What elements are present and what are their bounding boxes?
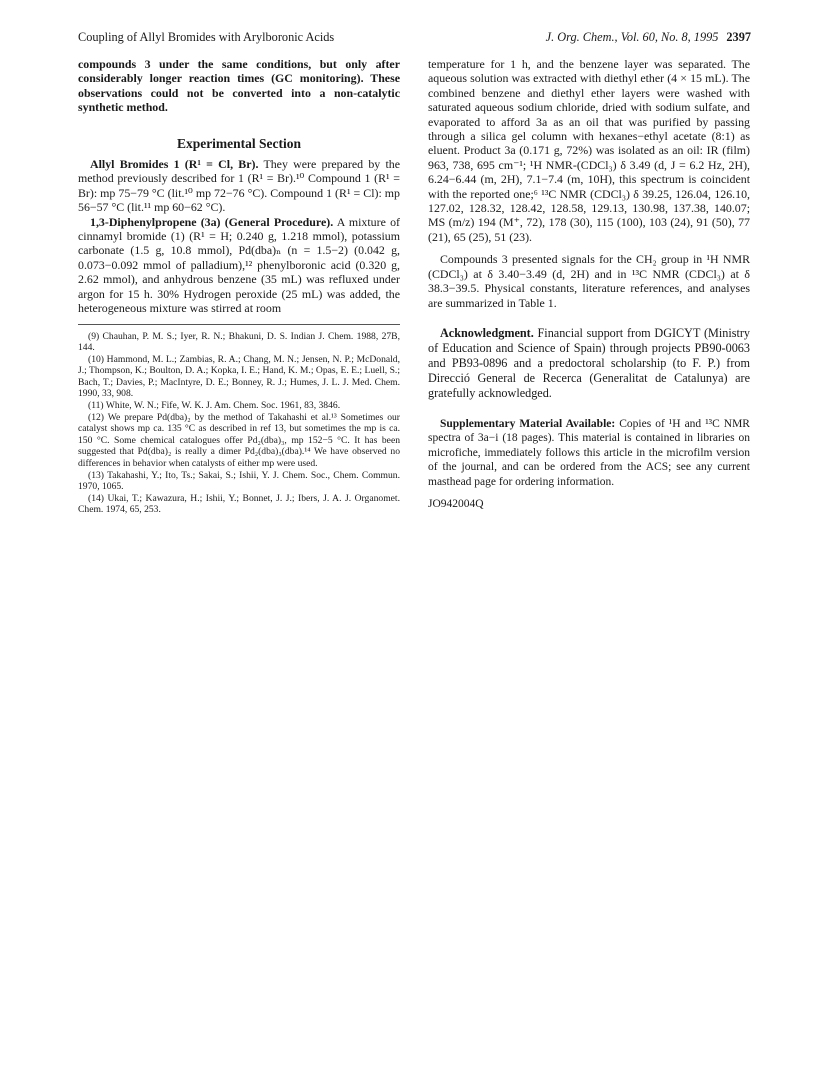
intro-paragraph: compounds 3 under the same conditions, but only after considerably longer reaction times (GC monitoring). These observations could not be converted into a non-catalytic synthetic method. <box>78 57 400 115</box>
footnote-divider <box>78 324 400 325</box>
general-procedure-heading: 1,3-Diphenylpropene (3a) (General Procedure). <box>90 214 334 229</box>
section-title: Experimental Section <box>176 135 302 151</box>
general-procedure-text: A mixture of cinnamyl bromide (1) (R¹ = H; 0.240 g, 1.218 mmol), potassium carbonate (1.5 g, 10.8 mmol), Pd(dba)ₙ (n = 1.5−2) (0.042 g, 0.073−0.092 mmol of palladium),¹² phenylboronic acid (0.320 g, 2.62 mmol), and anhydrous benzene (35 mL) was refluxed under argon for 15 h. 30% Hydrogen peroxide (25 mL) was added, the heterogeneous mixture was stirred at room <box>78 214 400 316</box>
acknowledgment-text: Financial support from DGICYT (Ministry of Education and Science of Spain) through projects PB90-0063 and PB93-0896 and a predoctoral scholarship (to F. P.) from Direcció General de Recerca (Generalitat de Catalunya) are gratefully acknowledged. <box>428 325 750 400</box>
acknowledgment-paragraph <box>428 326 750 401</box>
running-title: Coupling of Allyl Bromides with Arylboronic Acids <box>78 30 335 44</box>
general-procedure-paragraph <box>78 215 400 316</box>
footnote-14: (14) Ukai, T.; Kawazura, H.; Ishii, Y.; Bonnet, J. J.; Ibers, J. A. J. Organomet. Chem. 1974, 65, 253. <box>78 492 400 516</box>
footnotes <box>78 331 400 517</box>
footnote-10: (10) Hammond, M. L.; Zambias, R. A.; Chang, M. N.; Jensen, N. P.; McDonald, J.; Thompson, K.; Boulton, D. A.; Kopka, I. E.; Hand, K. M.; Opas, E. E.; Luell, S.; Bach, T.; Davies, P.; MacIntyre, D. E.; Bonney, R. J.; Humes, J. L. J. Med. Chem. 1990, 33, 908. <box>78 353 400 400</box>
page-number: 2397 <box>726 30 751 44</box>
journal-name: J. Org. Chem., Vol. 60, No. 8, 1995 <box>545 30 719 44</box>
footnote-13: (13) Takahashi, Y.; Ito, Ts.; Sakai, S.; Ishii, Y. J. Chem. Soc., Chem. Commun. 1970, 1065. <box>78 469 400 493</box>
acknowledgment-heading: Acknowledgment. <box>440 325 534 340</box>
footnote-9: (9) Chauhan, P. M. S.; Iyer, R. N.; Bhakuni, D. S. Indian J. Chem. 1988, 27B, 144. <box>78 330 400 354</box>
allyl-bromides-paragraph <box>78 157 400 215</box>
supplementary-paragraph <box>428 417 750 489</box>
allyl-bromides-heading: Allyl Bromides 1 (R¹ = Cl, Br). <box>90 157 259 172</box>
allyl-bromides-text: They were prepared by the method previously described for 1 (R¹ = Br).¹⁰ Compound 1 (R¹ = Br): mp 75−79 °C (lit.¹⁰ mp 72−76 °C). Compound 1 (R¹ = Cl): mp 56−57 °C (lit.¹¹ mp 60−62 °C). <box>78 157 400 215</box>
footnote-11: (11) White, W. N.; Fife, W. K. J. Am. Chem. Soc. 1961, 83, 3846. <box>88 400 341 412</box>
manuscript-id: JO942004Q <box>428 497 484 510</box>
footnote-12: (12) We prepare Pd(dba)₂ by the method of Takahashi et al.¹³ Sometimes our catalyst shows mp ca. 135 °C as described in ref 13, but sometimes the mp is ca. 150 °C. Some chemical catalogues offer Pd₂(dba)₃, mp 152−5 °C. It has been suggested that Pd(dba)₂ is really a dimer Pd₂(dba)₃(dba).¹⁴ We have observed no differences in behavior when catalysts of either mp were used. <box>78 411 400 470</box>
running-header <box>78 30 751 46</box>
supplementary-text: Copies of ¹H and ¹³C NMR spectra of 3a−i (18 pages). This material is contained in libraries on microfiche, immediately follows this article in the microfilm version of the journal, and can be ordered from the ACS; see any current masthead page for ordering information. <box>428 417 750 488</box>
procedure-continuation: temperature for 1 h, and the benzene layer was separated. The aqueous solution was extracted with diethyl ether (4 × 15 mL). The combined benzene and diethyl ether layers were washed with saturated aqueous sodium chloride, dried with sodium sulfate, and evaporated to afford 3a as an oil that was purified by passing through a silica gel column with hexanes−ethyl acetate (8:1) as eluent. Product 3a (0.171 g, 72%) was isolated as an oil: IR (film) 963, 738, 695 cm⁻¹; ¹H NMR-(CDCl₃) δ 3.49 (d, J = 6.2 Hz, 2H), 6.24−6.44 (m, 2H), 7.1−7.4 (m, 10H), this spectrum is coincident with the reported one;⁶ ¹³C NMR (CDCl₃) δ 39.25, 126.04, 126.10, 127.02, 128.32, 128.42, 128.58, 129.13, 130.98, 137.38, 140.07; MS (m/z) 194 (M⁺, 72), 178 (30), 115 (100), 103 (24), 91 (50), 77 (21), 65 (25), 51 (23). <box>428 57 750 244</box>
supplementary-heading: Supplementary Material Available: <box>440 417 616 430</box>
journal-citation <box>546 30 751 45</box>
left-column <box>78 57 400 516</box>
right-column <box>428 57 750 511</box>
compounds-paragraph: Compounds 3 presented signals for the CH₂ group in ¹H NMR (CDCl₃) at δ 3.40−3.49 (d, 2H) and in ¹³C NMR (CDCl₃) at δ 38.3−39.5. Physical constants, literature references, and analyses are summarized in Table 1. <box>428 252 750 310</box>
